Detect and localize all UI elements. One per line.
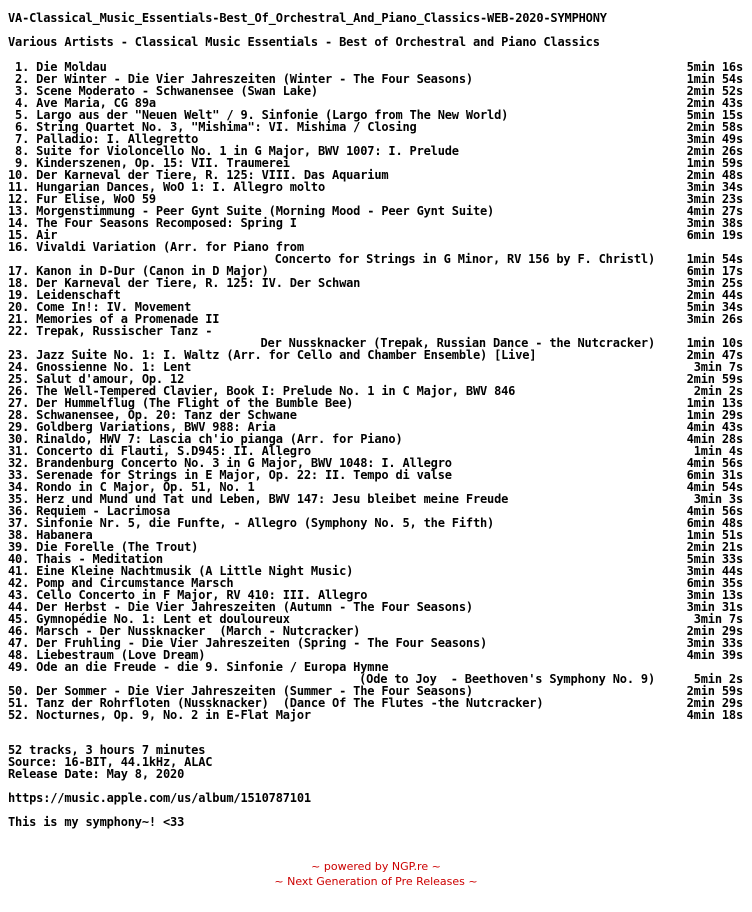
- track-duration: 3min 31s: [686, 600, 743, 614]
- track-duration: 2min 29s: [686, 624, 743, 638]
- nfo-document: [8, 12, 743, 828]
- track-title: 48. Liebestraum (Love Dream): [8, 648, 206, 662]
- track-title: 18. Der Karneval der Tiere, R. 125: IV. Der Schwan: [8, 276, 361, 290]
- track-duration: 3min 44s: [686, 564, 743, 578]
- track-row: [8, 684, 743, 696]
- track-row: [8, 612, 743, 624]
- track-row: [8, 648, 743, 660]
- track-duration: 3min 7s: [693, 360, 743, 374]
- album-url[interactable]: https://music.apple.com/us/album/1510787101: [8, 791, 311, 805]
- track-duration: 3min 49s: [686, 132, 743, 146]
- track-title-continuation: (Ode to Joy - Beethoven's Symphony No. 9): [359, 672, 655, 686]
- track-title: 38. Habanera: [8, 528, 93, 542]
- track-row: [8, 324, 743, 336]
- track-row: [8, 228, 743, 240]
- track-duration: 3min 23s: [686, 192, 743, 206]
- track-title: 23. Jazz Suite No. 1: I. Waltz (Arr. for Cello and Chamber Ensemble) [Live]: [8, 348, 537, 362]
- track-duration: 2min 26s: [686, 144, 743, 158]
- track-title: 24. Gnossienne No. 1: Lent: [8, 360, 192, 374]
- track-duration: 2min 58s: [686, 120, 743, 134]
- track-title: 21. Memories of a Promenade II: [8, 312, 220, 326]
- track-title: 15. Air: [8, 228, 58, 242]
- track-row-continuation: [8, 252, 743, 264]
- track-title: 44. Der Herbst - Die Vier Jahreszeiten (Autumn - The Four Seasons): [8, 600, 473, 614]
- track-row: [8, 528, 743, 540]
- track-duration: 4min 28s: [686, 432, 743, 446]
- track-row: [8, 96, 743, 108]
- track-duration: 6min 31s: [686, 468, 743, 482]
- track-row: [8, 456, 743, 468]
- track-duration: 3min 34s: [686, 180, 743, 194]
- track-duration: 4min 56s: [686, 504, 743, 518]
- track-row: [8, 540, 743, 552]
- track-title: 51. Tanz der Rohrfloten (Nussknacker) (Dance Of The Flutes -the Nutcracker): [8, 696, 544, 710]
- track-list: [8, 60, 743, 720]
- track-title: 14. The Four Seasons Recomposed: Spring I: [8, 216, 297, 230]
- track-duration: 4min 56s: [686, 456, 743, 470]
- track-row: [8, 240, 743, 252]
- track-duration: 3min 13s: [686, 588, 743, 602]
- track-row: [8, 84, 743, 96]
- track-title: 34. Rondo in C Major, Op. 51, No. 1: [8, 480, 255, 494]
- track-title: 19. Leidenschaft: [8, 288, 121, 302]
- track-title: 28. Schwanensee, Op. 20: Tanz der Schwane: [8, 408, 297, 422]
- track-row: [8, 432, 743, 444]
- track-title: 17. Kanon in D-Dur (Canon in D Major): [8, 264, 269, 278]
- track-row: [8, 576, 743, 588]
- source-line: Source: 16-BIT, 44.1kHz, ALAC: [8, 755, 213, 769]
- track-duration: 1min 59s: [686, 156, 743, 170]
- track-title: 26. The Well-Tempered Clavier, Book I: Prelude No. 1 in C Major, BWV 846: [8, 384, 516, 398]
- track-title: 31. Concerto di Flauti, S.D945: II. Allegro: [8, 444, 311, 458]
- track-title: 5. Largo aus der "Neuen Welt" / 9. Sinfonie (Largo from The New World): [8, 108, 509, 122]
- track-title: 46. Marsch - Der Nussknacker (March - Nutcracker): [8, 624, 361, 638]
- track-duration: 3min 33s: [686, 636, 743, 650]
- track-title: 10. Der Karneval der Tiere, R. 125: VIII. Das Aquarium: [8, 168, 389, 182]
- track-title: 7. Palladio: I. Allegretto: [8, 132, 199, 146]
- footer-tagline: ~ Next Generation of Pre Releases ~: [274, 875, 478, 888]
- track-title: 4. Ave Maria, CG 89a: [8, 96, 156, 110]
- track-duration: 1min 29s: [686, 408, 743, 422]
- track-title: 37. Sinfonie Nr. 5, die Funfte, - Allegro (Symphony No. 5, the Fifth): [8, 516, 495, 530]
- track-duration: 2min 21s: [686, 540, 743, 554]
- track-row: [8, 108, 743, 120]
- track-title: 43. Cello Concerto in F Major, RV 410: III. Allegro: [8, 588, 368, 602]
- track-duration: 4min 27s: [686, 204, 743, 218]
- track-row: [8, 300, 743, 312]
- track-title: 49. Ode an die Freude - die 9. Sinfonie / Europa Hymne: [8, 660, 389, 674]
- track-row: [8, 600, 743, 612]
- track-row: [8, 516, 743, 528]
- track-duration: 5min 34s: [686, 300, 743, 314]
- track-title: 13. Morgenstimmung - Peer Gynt Suite (Morning Mood - Peer Gynt Suite): [8, 204, 495, 218]
- track-title: 45. Gymnopédie No. 1: Lent et douloureux: [8, 612, 290, 626]
- track-row-continuation: [8, 336, 743, 348]
- track-row: [8, 120, 743, 132]
- track-row-continuation: [8, 672, 743, 684]
- track-row: [8, 480, 743, 492]
- track-duration: 3min 7s: [693, 612, 743, 626]
- track-row: [8, 660, 743, 672]
- track-duration: 4min 18s: [686, 708, 743, 722]
- track-duration: 2min 29s: [686, 696, 743, 710]
- track-duration: 5min 33s: [686, 552, 743, 566]
- track-title: 1. Die Moldau: [8, 60, 107, 74]
- track-title: 50. Der Sommer - Die Vier Jahreszeiten (Summer - The Four Seasons): [8, 684, 473, 698]
- track-duration: 2min 52s: [686, 84, 743, 98]
- footer-powered-by: ~ powered by NGP.re ~: [311, 860, 441, 873]
- track-row: [8, 384, 743, 396]
- track-duration: 1min 54s: [686, 72, 743, 86]
- track-row: [8, 180, 743, 192]
- track-row: [8, 156, 743, 168]
- track-row: [8, 552, 743, 564]
- track-row: [8, 708, 743, 720]
- track-title: 9. Kinderszenen, Op. 15: VII. Traumerei: [8, 156, 290, 170]
- track-title: 30. Rinaldo, HWV 7: Lascia ch'io pianga (Arr. for Piano): [8, 432, 403, 446]
- track-duration: 2min 59s: [686, 372, 743, 386]
- track-duration: 1min 13s: [686, 396, 743, 410]
- track-title-continuation: Concerto for Strings in G Minor, RV 156 by F. Christl): [274, 252, 655, 266]
- track-duration: 6min 48s: [686, 516, 743, 530]
- track-title: 47. Der Fruhling - Die Vier Jahreszeiten (Spring - The Four Seasons): [8, 636, 488, 650]
- track-row: [8, 144, 743, 156]
- track-title: 16. Vivaldi Variation (Arr. for Piano from: [8, 240, 304, 254]
- tagline: This is my symphony~! <33: [8, 815, 185, 829]
- track-row: [8, 276, 743, 288]
- track-title: 40. Thais - Meditation: [8, 552, 163, 566]
- track-duration: 4min 54s: [686, 480, 743, 494]
- track-row: [8, 624, 743, 636]
- track-duration: 3min 38s: [686, 216, 743, 230]
- track-duration: 1min 51s: [686, 528, 743, 542]
- track-duration: 1min 10s: [686, 336, 743, 350]
- track-row: [8, 504, 743, 516]
- track-title: 25. Salut d'amour, Op. 12: [8, 372, 185, 386]
- track-title: 35. Herz und Mund und Tat und Leben, BWV 147: Jesu bleibet meine Freude: [8, 492, 509, 506]
- track-title: 11. Hungarian Dances, WoO 1: I. Allegro molto: [8, 180, 326, 194]
- track-duration: 4min 39s: [686, 648, 743, 662]
- track-title: 12. Fur Elise, WoO 59: [8, 192, 156, 206]
- track-row: [8, 420, 743, 432]
- track-row: [8, 312, 743, 324]
- track-title: 29. Goldberg Variations, BWV 988: Aria: [8, 420, 276, 434]
- track-row: [8, 216, 743, 228]
- track-row: [8, 72, 743, 84]
- track-row: [8, 264, 743, 276]
- track-title: 27. Der Hummelflug (The Flight of the Bumble Bee): [8, 396, 354, 410]
- track-title: 39. Die Forelle (The Trout): [8, 540, 199, 554]
- track-title: 33. Serenade for Strings in E Major, Op. 22: II. Tempo di valse: [8, 468, 452, 482]
- track-duration: 4min 43s: [686, 420, 743, 434]
- track-row: [8, 492, 743, 504]
- track-duration: 1min 4s: [693, 444, 743, 458]
- track-duration: 2min 44s: [686, 288, 743, 302]
- track-row: [8, 372, 743, 384]
- track-title: 52. Nocturnes, Op. 9, No. 2 in E-Flat Major: [8, 708, 311, 722]
- track-row: [8, 408, 743, 420]
- track-title: 41. Eine Kleine Nachtmusik (A Little Night Music): [8, 564, 354, 578]
- track-duration: 5min 16s: [686, 60, 743, 74]
- track-row: [8, 588, 743, 600]
- track-title: 8. Suite for Violoncello No. 1 in G Major, BWV 1007: I. Prelude: [8, 144, 459, 158]
- track-row: [8, 348, 743, 360]
- track-title: 20. Come In!: IV. Movement: [8, 300, 192, 314]
- track-row: [8, 360, 743, 372]
- track-row: [8, 132, 743, 144]
- track-title: 3. Scene Moderato - Schwanensee (Swan Lake): [8, 84, 318, 98]
- track-duration: 2min 47s: [686, 348, 743, 362]
- track-duration: 5min 15s: [686, 108, 743, 122]
- track-duration: 2min 59s: [686, 684, 743, 698]
- release-title: VA-Classical_Music_Essentials-Best_Of_Orchestral_And_Piano_Classics-WEB-2020-SYMPHONY: [8, 11, 607, 25]
- track-title-continuation: Der Nussknacker (Trepak, Russian Dance - the Nutcracker): [260, 336, 655, 350]
- track-row: [8, 192, 743, 204]
- summary-line: 52 tracks, 3 hours 7 minutes: [8, 743, 206, 757]
- album-line: Various Artists - Classical Music Essentials - Best of Orchestral and Piano Classics: [8, 35, 600, 49]
- track-duration: 6min 17s: [686, 264, 743, 278]
- track-row: [8, 444, 743, 456]
- track-title: 32. Brandenburg Concerto No. 3 in G Major, BWV 1048: I. Allegro: [8, 456, 452, 470]
- track-title: 2. Der Winter - Die Vier Jahreszeiten (Winter - The Four Seasons): [8, 72, 473, 86]
- track-duration: 2min 43s: [686, 96, 743, 110]
- track-duration: 1min 54s: [686, 252, 743, 266]
- track-row: [8, 564, 743, 576]
- track-duration: 3min 26s: [686, 312, 743, 326]
- track-duration: 2min 2s: [693, 384, 743, 398]
- track-title: 6. String Quartet No. 3, "Mishima": VI. Mishima / Closing: [8, 120, 417, 134]
- track-duration: 6min 35s: [686, 576, 743, 590]
- track-row: [8, 204, 743, 216]
- track-row: [8, 60, 743, 72]
- track-row: [8, 468, 743, 480]
- track-title: 22. Trepak, Russischer Tanz -: [8, 324, 213, 338]
- track-duration: 2min 48s: [686, 168, 743, 182]
- track-duration: 3min 25s: [686, 276, 743, 290]
- track-row: [8, 696, 743, 708]
- release-date-line: Release Date: May 8, 2020: [8, 767, 185, 781]
- track-row: [8, 168, 743, 180]
- track-row: [8, 288, 743, 300]
- track-row: [8, 396, 743, 408]
- spacer-line: [8, 48, 743, 60]
- track-duration: 6min 19s: [686, 228, 743, 242]
- track-title: 42. Pomp and Circumstance Marsch: [8, 576, 234, 590]
- track-row: [8, 636, 743, 648]
- track-duration: 5min 2s: [693, 672, 743, 686]
- track-duration: 3min 3s: [693, 492, 743, 506]
- track-title: 36. Requiem - Lacrimosa: [8, 504, 171, 518]
